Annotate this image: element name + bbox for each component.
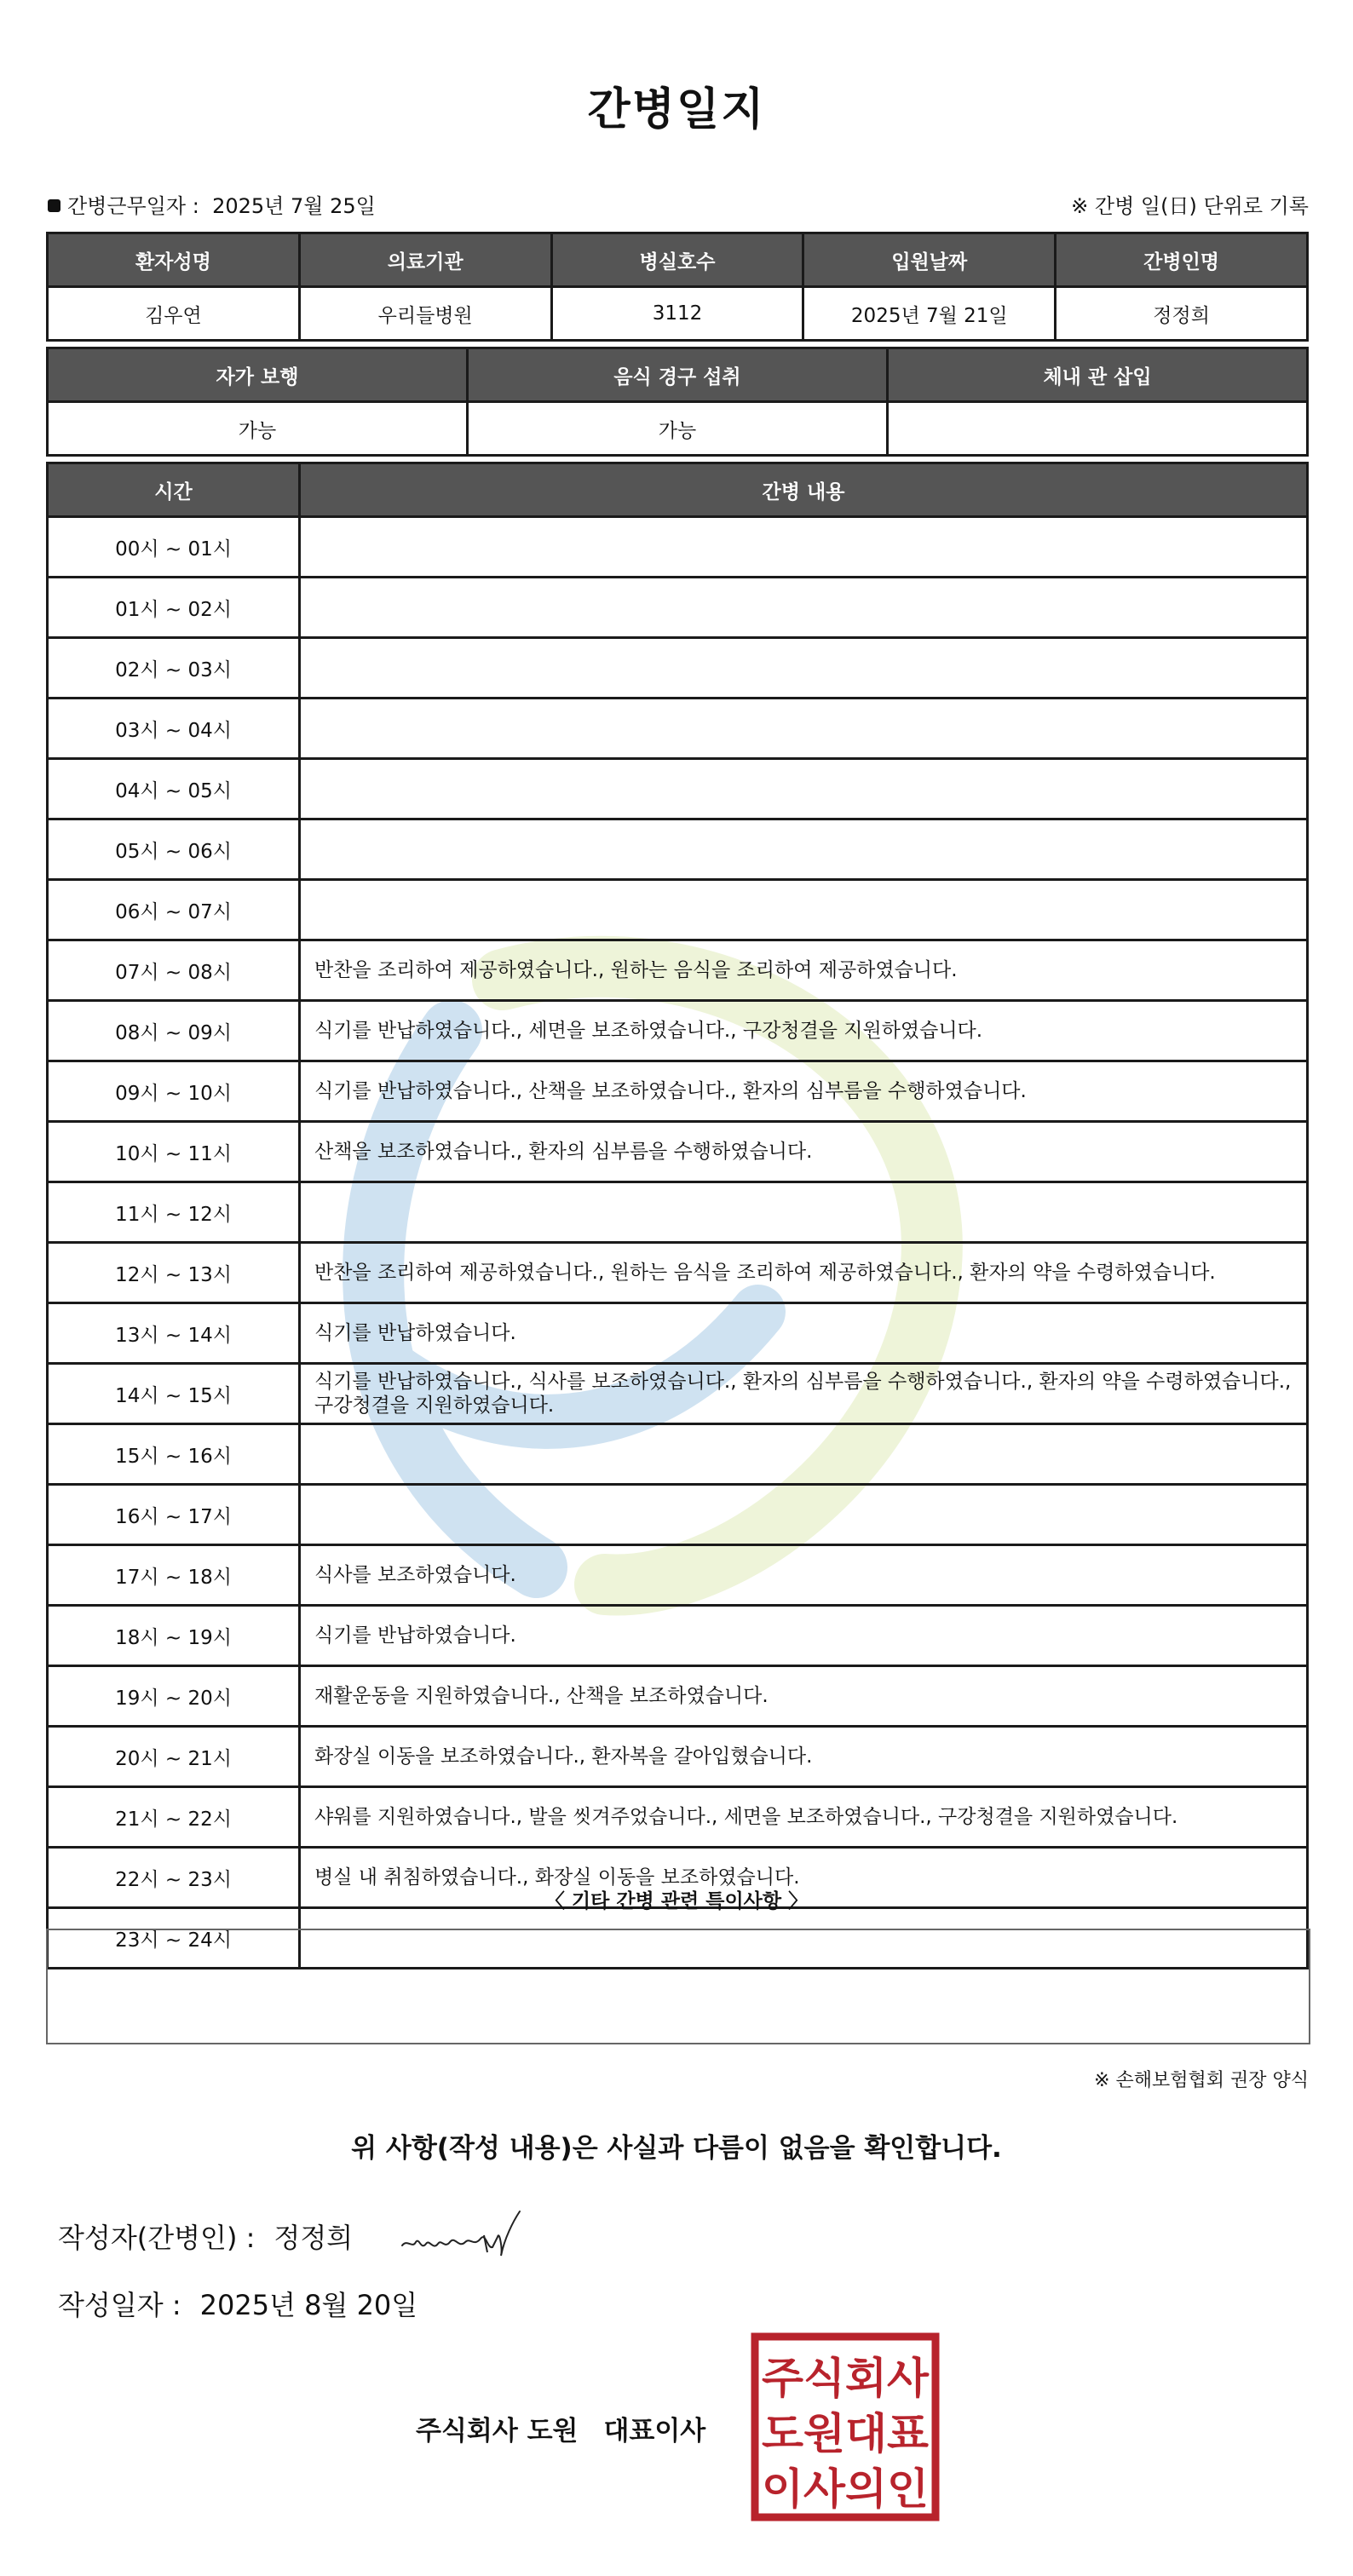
log-row [48, 940, 1308, 1001]
log-row [48, 1303, 1308, 1364]
patient-header-row [48, 233, 1308, 287]
log-row [48, 1182, 1308, 1243]
room-number: 3112 [551, 287, 803, 341]
ability-table [46, 347, 1309, 457]
log-time: 06시 ~ 07시 [48, 880, 300, 940]
log-content [300, 638, 1308, 699]
log-time: 18시 ~ 19시 [48, 1606, 300, 1666]
log-time: 13시 ~ 14시 [48, 1303, 300, 1364]
log-time: 00시 ~ 01시 [48, 517, 300, 578]
log-time: 07시 ~ 08시 [48, 940, 300, 1001]
log-time: 14시 ~ 15시 [48, 1364, 300, 1424]
confirmation-statement: 위 사항(작성 내용)은 사실과 다름이 없음을 확인합니다. [351, 2133, 1002, 2164]
log-time: 21시 ~ 22시 [48, 1787, 300, 1848]
log-time: 23시 ~ 24시 [48, 1908, 300, 1969]
log-time: 19시 ~ 20시 [48, 1666, 300, 1727]
admission-date: 2025년 7월 21일 [803, 287, 1056, 341]
caregiver-name: 정정희 [1056, 287, 1308, 341]
date-value: 2025년 8월 20일 [199, 2289, 418, 2321]
log-body [48, 517, 1308, 1969]
log-content: 화장실 이동을 보조하였습니다., 환자복을 갈아입혔습니다. [300, 1727, 1308, 1787]
header-caregiver: 간병인명 [1056, 233, 1308, 287]
log-time: 22시 ~ 23시 [48, 1848, 300, 1908]
ability-header-row [48, 348, 1308, 402]
log-row [48, 1787, 1308, 1848]
log-content: 식기를 반납하였습니다., 산책을 보조하였습니다., 환자의 심부름을 수행하였습니다. [300, 1061, 1308, 1122]
header-walking: 자가 보행 [48, 348, 468, 402]
log-content [300, 1182, 1308, 1243]
log-row [48, 1001, 1308, 1061]
log-row [48, 699, 1308, 759]
log-content [300, 1424, 1308, 1485]
remarks-box [46, 1929, 1310, 2044]
log-row [48, 759, 1308, 819]
patient-value-row [48, 287, 1308, 341]
log-row [48, 1545, 1308, 1606]
header-care-content: 간병 내용 [300, 463, 1308, 517]
log-content: 반찬을 조리하여 제공하였습니다., 원하는 음식을 조리하여 제공하였습니다. [300, 940, 1308, 1001]
header-tube: 체내 관 삽입 [888, 348, 1308, 402]
tube-value [888, 402, 1308, 456]
log-time: 05시 ~ 06시 [48, 819, 300, 880]
walking-value: 가능 [48, 402, 468, 456]
log-time: 17시 ~ 18시 [48, 1545, 300, 1606]
log-time: 09시 ~ 10시 [48, 1061, 300, 1122]
care-log-table [46, 462, 1309, 1969]
patient-name: 김우연 [48, 287, 300, 341]
log-row [48, 1666, 1308, 1727]
company-line [416, 2409, 705, 2447]
log-row [48, 1485, 1308, 1545]
author-label: 작성자(간병인) : [58, 2222, 256, 2254]
document-title: 간병일지 [587, 84, 766, 135]
handwritten-signature [399, 2205, 527, 2274]
log-time: 08시 ~ 09시 [48, 1001, 300, 1061]
date-label: 작성일자 : [58, 2289, 181, 2321]
log-time: 02시 ~ 03시 [48, 638, 300, 699]
log-row [48, 1061, 1308, 1122]
log-row [48, 1243, 1308, 1303]
log-content: 식사를 보조하였습니다. [300, 1545, 1308, 1606]
log-content: 식기를 반납하였습니다. [300, 1303, 1308, 1364]
log-row [48, 819, 1308, 880]
header-room: 병실호수 [551, 233, 803, 287]
log-content [300, 759, 1308, 819]
log-time: 12시 ~ 13시 [48, 1243, 300, 1303]
ceo-title: 대표이사 [603, 2416, 706, 2447]
oral-intake-value: 가능 [468, 402, 888, 456]
log-content [300, 517, 1308, 578]
log-content: 재활운동을 지원하였습니다., 산책을 보조하였습니다. [300, 1666, 1308, 1727]
log-content [300, 1485, 1308, 1545]
log-time: 04시 ~ 05시 [48, 759, 300, 819]
log-content [300, 578, 1308, 638]
company-name: 주식회사 도원 [416, 2416, 579, 2447]
log-time: 01시 ~ 02시 [48, 578, 300, 638]
log-row [48, 1727, 1308, 1787]
header-hospital: 의료기관 [299, 233, 551, 287]
header-time: 시간 [48, 463, 300, 517]
log-row [48, 1122, 1308, 1182]
log-content [300, 819, 1308, 880]
log-content: 식기를 반납하였습니다., 세면을 보조하였습니다., 구강청결을 지원하였습니다. [300, 1001, 1308, 1061]
log-content: 병실 내 취침하였습니다., 화장실 이동을 보조하였습니다. [300, 1848, 1308, 1908]
svg-text:도원대표: 도원대표 [762, 2409, 930, 2458]
log-time: 16시 ~ 17시 [48, 1485, 300, 1545]
form-note: ※ 손해보험협회 권장 양식 [1094, 2070, 1309, 2091]
author-line [58, 2217, 353, 2256]
unit-note: ※ 간병 일(日) 단위로 기록 [1071, 194, 1309, 218]
log-content: 산책을 보조하였습니다., 환자의 심부름을 수행하였습니다. [300, 1122, 1308, 1182]
log-content [300, 699, 1308, 759]
log-time: 03시 ~ 04시 [48, 699, 300, 759]
header-admission-date: 입원날짜 [803, 233, 1056, 287]
author-name: 정정희 [273, 2222, 354, 2254]
log-row [48, 1364, 1308, 1424]
log-content: 식기를 반납하였습니다., 식사를 보조하였습니다., 환자의 심부름을 수행하였습니다., 환자의 약을 수령하였습니다., 구강청결을 지원하였습니다. [300, 1364, 1308, 1424]
log-row [48, 1606, 1308, 1666]
log-row [48, 638, 1308, 699]
header-patient-name: 환자성명 [48, 233, 300, 287]
company-seal-stamp [750, 2332, 941, 2522]
log-content: 반찬을 조리하여 제공하였습니다., 원하는 음식을 조리하여 제공하였습니다., 환자의 약을 수령하였습니다. [300, 1243, 1308, 1303]
svg-text:주식회사: 주식회사 [762, 2354, 930, 2403]
log-row [48, 1424, 1308, 1485]
remarks-title: 〈 기타 간병 관련 특이사항 〉 [544, 1890, 809, 1912]
log-time: 20시 ~ 21시 [48, 1727, 300, 1787]
log-content: 샤워를 지원하였습니다., 발을 씻겨주었습니다., 세면을 보조하였습니다., 구강청결을 지원하였습니다. [300, 1787, 1308, 1848]
bullet-square-icon [48, 199, 60, 212]
log-time: 11시 ~ 12시 [48, 1182, 300, 1243]
svg-text:이사의인: 이사의인 [762, 2464, 929, 2514]
work-date-value: 2025년 7월 25일 [212, 194, 376, 218]
ability-value-row [48, 402, 1308, 456]
log-content: 식기를 반납하였습니다. [300, 1606, 1308, 1666]
log-row [48, 578, 1308, 638]
header-oral-intake: 음식 경구 섭취 [468, 348, 888, 402]
hospital-name: 우리들병원 [299, 287, 551, 341]
log-time: 10시 ~ 11시 [48, 1122, 300, 1182]
work-date-label: 간병근무일자 : [67, 194, 199, 218]
written-date-line [58, 2284, 417, 2323]
work-date-line [48, 189, 376, 219]
log-header-row [48, 463, 1308, 517]
patient-info-table [46, 232, 1309, 342]
log-row [48, 880, 1308, 940]
log-time: 15시 ~ 16시 [48, 1424, 300, 1485]
log-row [48, 517, 1308, 578]
log-content [300, 880, 1308, 940]
